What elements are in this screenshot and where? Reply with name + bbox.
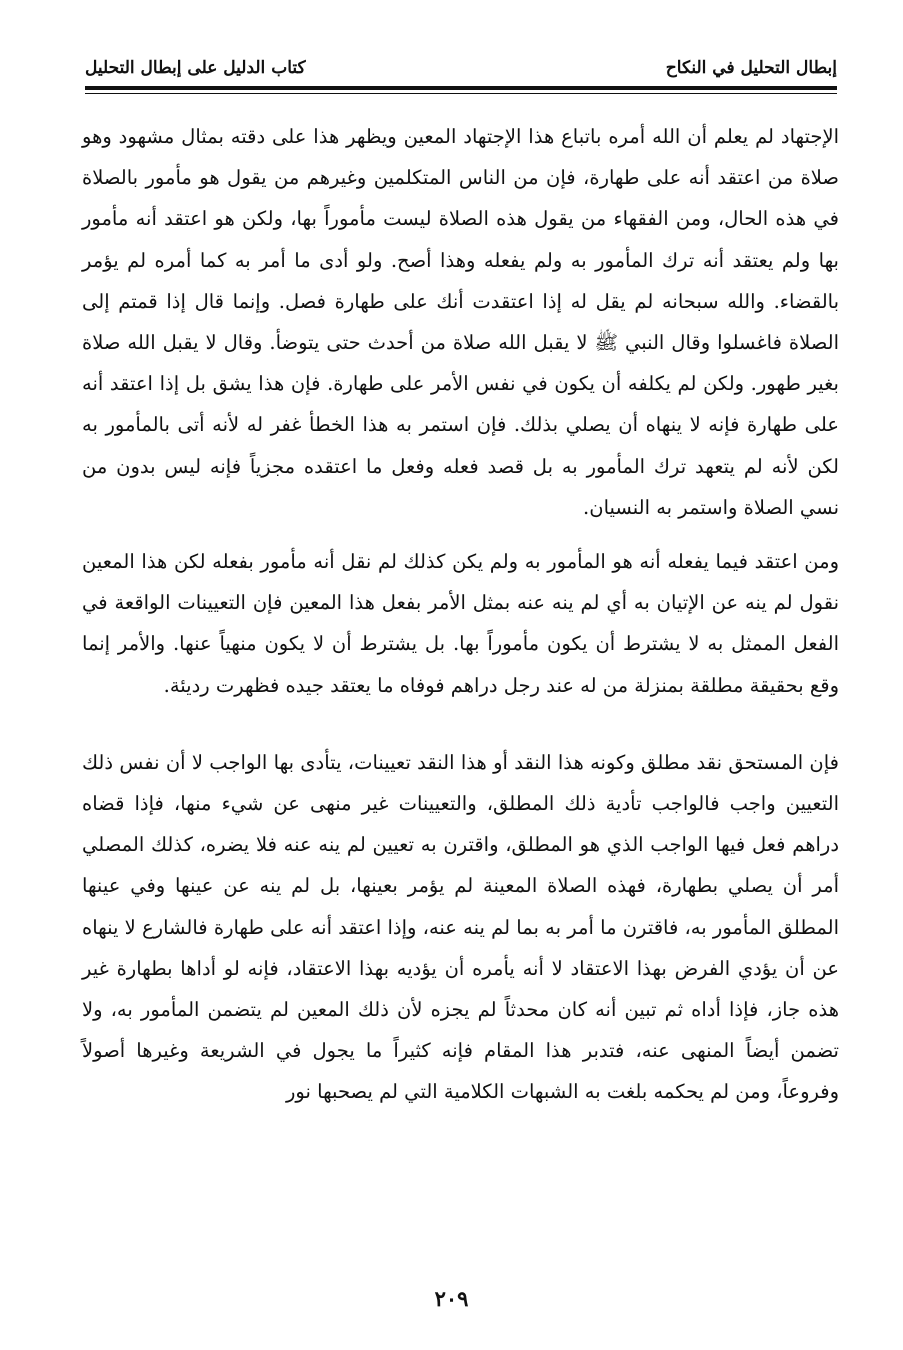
chapter-title: إبطال التحليل في النكاح xyxy=(665,58,837,78)
header-rule-thin xyxy=(85,93,837,94)
paragraph-1: الإجتهاد لم يعلم أن الله أمره باتباع هذا الإجتهاد المعين ويظهر هذا على دقته بمثال مشهود وهو صلاة من اعتقد أنه على طهارة، فإن من الناس المتكلمين وغيرهم من يقول هو مأمور بالصلاة في هذه الحال، ومن الفقهاء من يقول هذه الصلاة ليست مأموراً بها، ولكن هو اعتقد أنه مأمور بها ولم يعتقد أنه ترك المأمور به ولم يفعله وهذا أصح. ولو أدى ما أمر به كما أمره لم يؤمر بالقضاء. والله سبحانه لم يقل له إذا اعتقدت أنك على طهارة فصل. وإنما قال إذا قمتم إلى الصلاة فاغسلوا وقال النبي ﷺ لا يقبل الله صلاة من أحدث حتى يتوضأ. وقال لا يقبل الله صلاة بغير طهور. ولكن لم يكلفه أن يكون في نفس الأمر على طهارة. فإن هذا يشق بل إذا اعتقد أنه على طهارة فإنه لا ينهاه أن يصلي بذلك. فإن استمر به هذا الخطأ غفر له لأنه أتى بالمأمور به لكن لأنه لم يتعهد ترك المأمور به بل قصد فعله وفعل ما اعتقده مجزياً فإنه ليس بدون من نسي الصلاة واستمر به النسيان. xyxy=(82,125,840,519)
header-rule-thick xyxy=(85,86,837,90)
paragraph-2: ومن اعتقد فيما يفعله أنه هو المأمور به ولم يكن كذلك لم نقل أنه مأمور بفعله لكن هذا المعين نقول لم ينه عن الإتيان به أي لم ينه عنه بمثل الأمر بفعل هذا المعين فإن التعيينات الواقعة في الفعل الممثل به لا يشترط أن يكون مأموراً بها. بل يشترط أن لا يكون منهياً عنها. والأمر إنما وقع بحقيقة مطلقة بمنزلة من له عند رجل دراهم فوفاه ما يعتقد جيده فظهرت رديئة. xyxy=(82,550,839,697)
paragraph-3: فإن المستحق نقد مطلق وكونه هذا النقد أو هذا النقد تعيينات، يتأدى بها الواجب لا أن نفس ذلك التعيين واجب فالواجب تأدية ذلك المطلق، والتعيينات غير منهى عن شيء منها، فإذا قضاه دراهم فعل فيها الواجب الذي هو المطلق، واقترن به تعيين لم ينه عنه فلا يضره، كذلك المصلي أمر أن يصلي بطهارة، فهذه الصلاة المعينة لم يؤمر بعينها، بل لم ينه عن عينها وفي عينها المطلق المأمور به، فاقترن ما أمر به بما لم ينه عنه، وإذا اعتقد أنه على طهارة فالشارع لا ينهاه عن أن يؤدي الفرض بهذا الاعتقاد لا أنه يأمره أن يؤديه بهذا الاعتقاد، فإنه لو أداها بطهارة غير هذه جاز، فإذا أداه ثم تبين أنه كان محدثاً لم يجزه لأن ذلك المعين لم يتضمن المأمور به، ولا تضمن أيضاً المنهى عنه، فتدبر هذا المقام فإنه كثيراً ما يجول في الشريعة وغيرها أصولاً وفروعاً، ومن لم يحكمه بلغت به الشبهات الكلامية التي لم يصحبها نور xyxy=(82,750,839,1104)
page-body xyxy=(82,116,839,1113)
page-number: ٢٠٩ xyxy=(434,1286,469,1311)
running-header xyxy=(85,52,837,86)
book-title: كتاب الدليل على إبطال التحليل xyxy=(85,58,306,78)
